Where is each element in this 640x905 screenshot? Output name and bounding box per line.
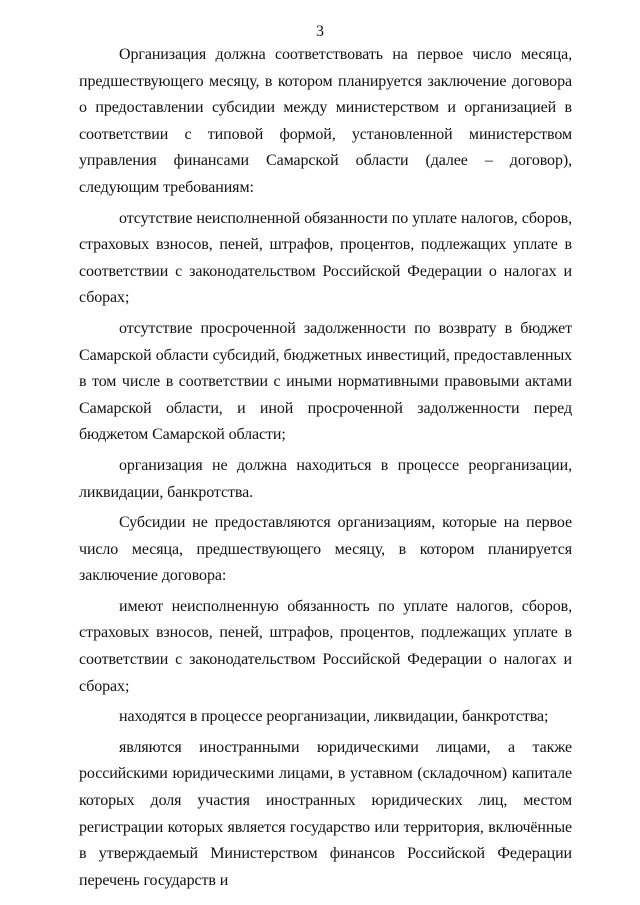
page-number: 3	[316, 23, 324, 40]
paragraph-foreign-entities: являются иностранными юридическими лицами, а также российскими юридическими лицами, в уставном (складочном) капитале которых доля участия иностранных юридических лиц, местом регистрации которых является государство или территория, включённые в утверждаемый Министерством финансов Российской Федерации перечень государств и	[79, 738, 572, 889]
document-body	[79, 42, 572, 894]
paragraph-no-overdue-budget-debt: отсутствие просроченной задолженности по возврату в бюджет Самарской области субсидий, бюджетных инвестиций, предоставленных в том числе в соответствии с иными нормативными правовыми актами Самарской области, и иной просроченной задолженности перед бюджетом Самарской области;	[79, 319, 572, 444]
paragraph-in-liquidation: находятся в процессе реорганизации, ликвидации, банкротства;	[119, 708, 549, 726]
paragraph-no-tax-debt: отсутствие неисполненной обязанности по уплате налогов, сборов, страховых взносов, пеней, штрафов, процентов, подлежащих уплате в соответствии с законодательством Российской Федерации о налогах и сборах;	[79, 209, 572, 307]
paragraph-requirements-intro: Организация должна соответствовать на первое число месяца, предшествующего месяцу, в котором планируется заключение договора о предоставлении субсидии между министерством и организацией в соответствии с типовой формой, установленной министерством управления финансами Самарской области (далее – договор), следующим требованиям:	[79, 46, 572, 196]
paragraph-unpaid-taxes: имеют неисполненную обязанность по уплате налогов, сборов, страховых взносов, пеней, штрафов, процентов, подлежащих уплате в соответствии с законодательством Российской Федерации о налогах и сборах;	[79, 597, 572, 695]
paragraph-no-reorganization: организация не должна находиться в процессе реорганизации, ликвидации, банкротства.	[79, 456, 572, 501]
paragraph-subsidy-exclusions-intro: Субсидии не предоставляются организациям, которые на первое число месяца, предшествующего месяцу, в котором планируется заключение договора:	[79, 514, 572, 585]
